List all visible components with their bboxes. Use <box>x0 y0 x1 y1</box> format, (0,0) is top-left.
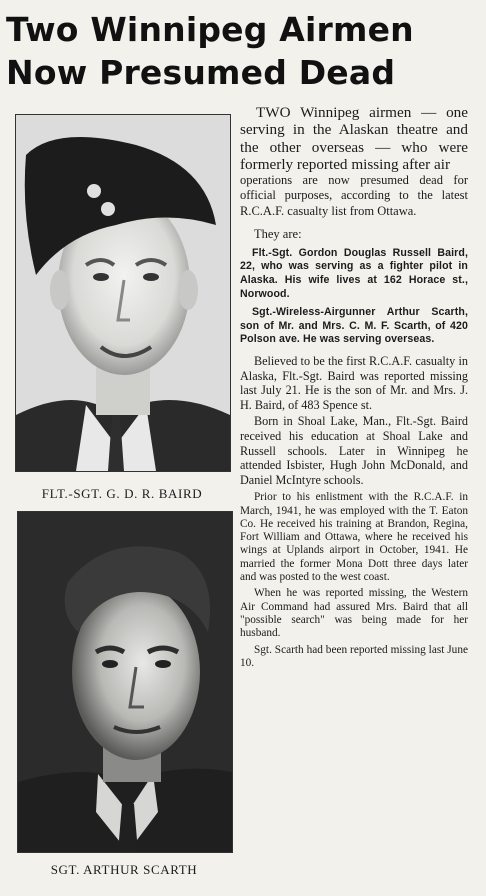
headline-line-2: Now Presumed Dead <box>6 53 396 92</box>
they-are-label: They are: <box>254 226 302 241</box>
paragraph-3: Prior to his enlistment with the R.C.A.F. in March, 1941, he was employed with the T. Eaton Co. He received his training at Brandon, Regina, Fort William and Ottawa, where he received his wings at Uplands airport in October, 1941. He married the former Mona Dott three days later and was posted to the west coast. <box>240 491 468 584</box>
entry-scarth: Sgt.-Wireless-Airgunner Arthur Scarth, son of Mr. and Mrs. C. M. F. Scarth, of 420 Polson ave. He was serving overseas. <box>240 306 468 346</box>
paragraph-5: Sgt. Scarth had been reported missing last June 10. <box>240 643 468 669</box>
portrait-photo-baird <box>15 114 231 472</box>
paragraph-4: When he was reported missing, the Western Air Command had assured Mrs. Baird that all "possible search" was being made for her husband. <box>240 587 468 640</box>
photo-caption-baird: FLT.-SGT. G. D. R. BAIRD <box>41 486 203 501</box>
portrait-baird-image <box>16 115 230 471</box>
article-text-column <box>240 104 468 670</box>
photo-caption-scarth: SGT. ARTHUR SCARTH <box>50 862 198 877</box>
article-lead: TWO Winnipeg airmen — one serving in the Alaskan theatre and the other overseas — who were formerly reported missing after air <box>240 104 468 173</box>
article-lead-continued: operations are now presumed dead for official purposes, according to the latest R.C.A.F. casualty list from Ottawa. <box>240 173 468 218</box>
portrait-photo-scarth <box>17 511 233 853</box>
paragraph-1: Believed to be the first R.C.A.F. casualty in Alaska, Flt.-Sgt. Baird was reported missing last July 21. He is the son of Mr. and Mrs. J. H. Baird, of 483 Spence st. <box>240 353 468 412</box>
portrait-scarth-image <box>18 512 232 852</box>
entry-baird: Flt.-Sgt. Gordon Douglas Russell Baird, 22, who was serving as a fighter pilot in Alaska. His wife lives at 162 Horace st., Norwood. <box>240 246 468 300</box>
headline <box>6 8 476 94</box>
paragraph-2: Born in Shoal Lake, Man., Flt.-Sgt. Baird received his education at Shoal Lake and Russell schools. Later in Winnipeg he attended Isbister, Hugh John McDonald, and Daniel McIntyre schools. <box>240 414 468 487</box>
headline-line-1: Two Winnipeg Airmen <box>6 10 414 49</box>
